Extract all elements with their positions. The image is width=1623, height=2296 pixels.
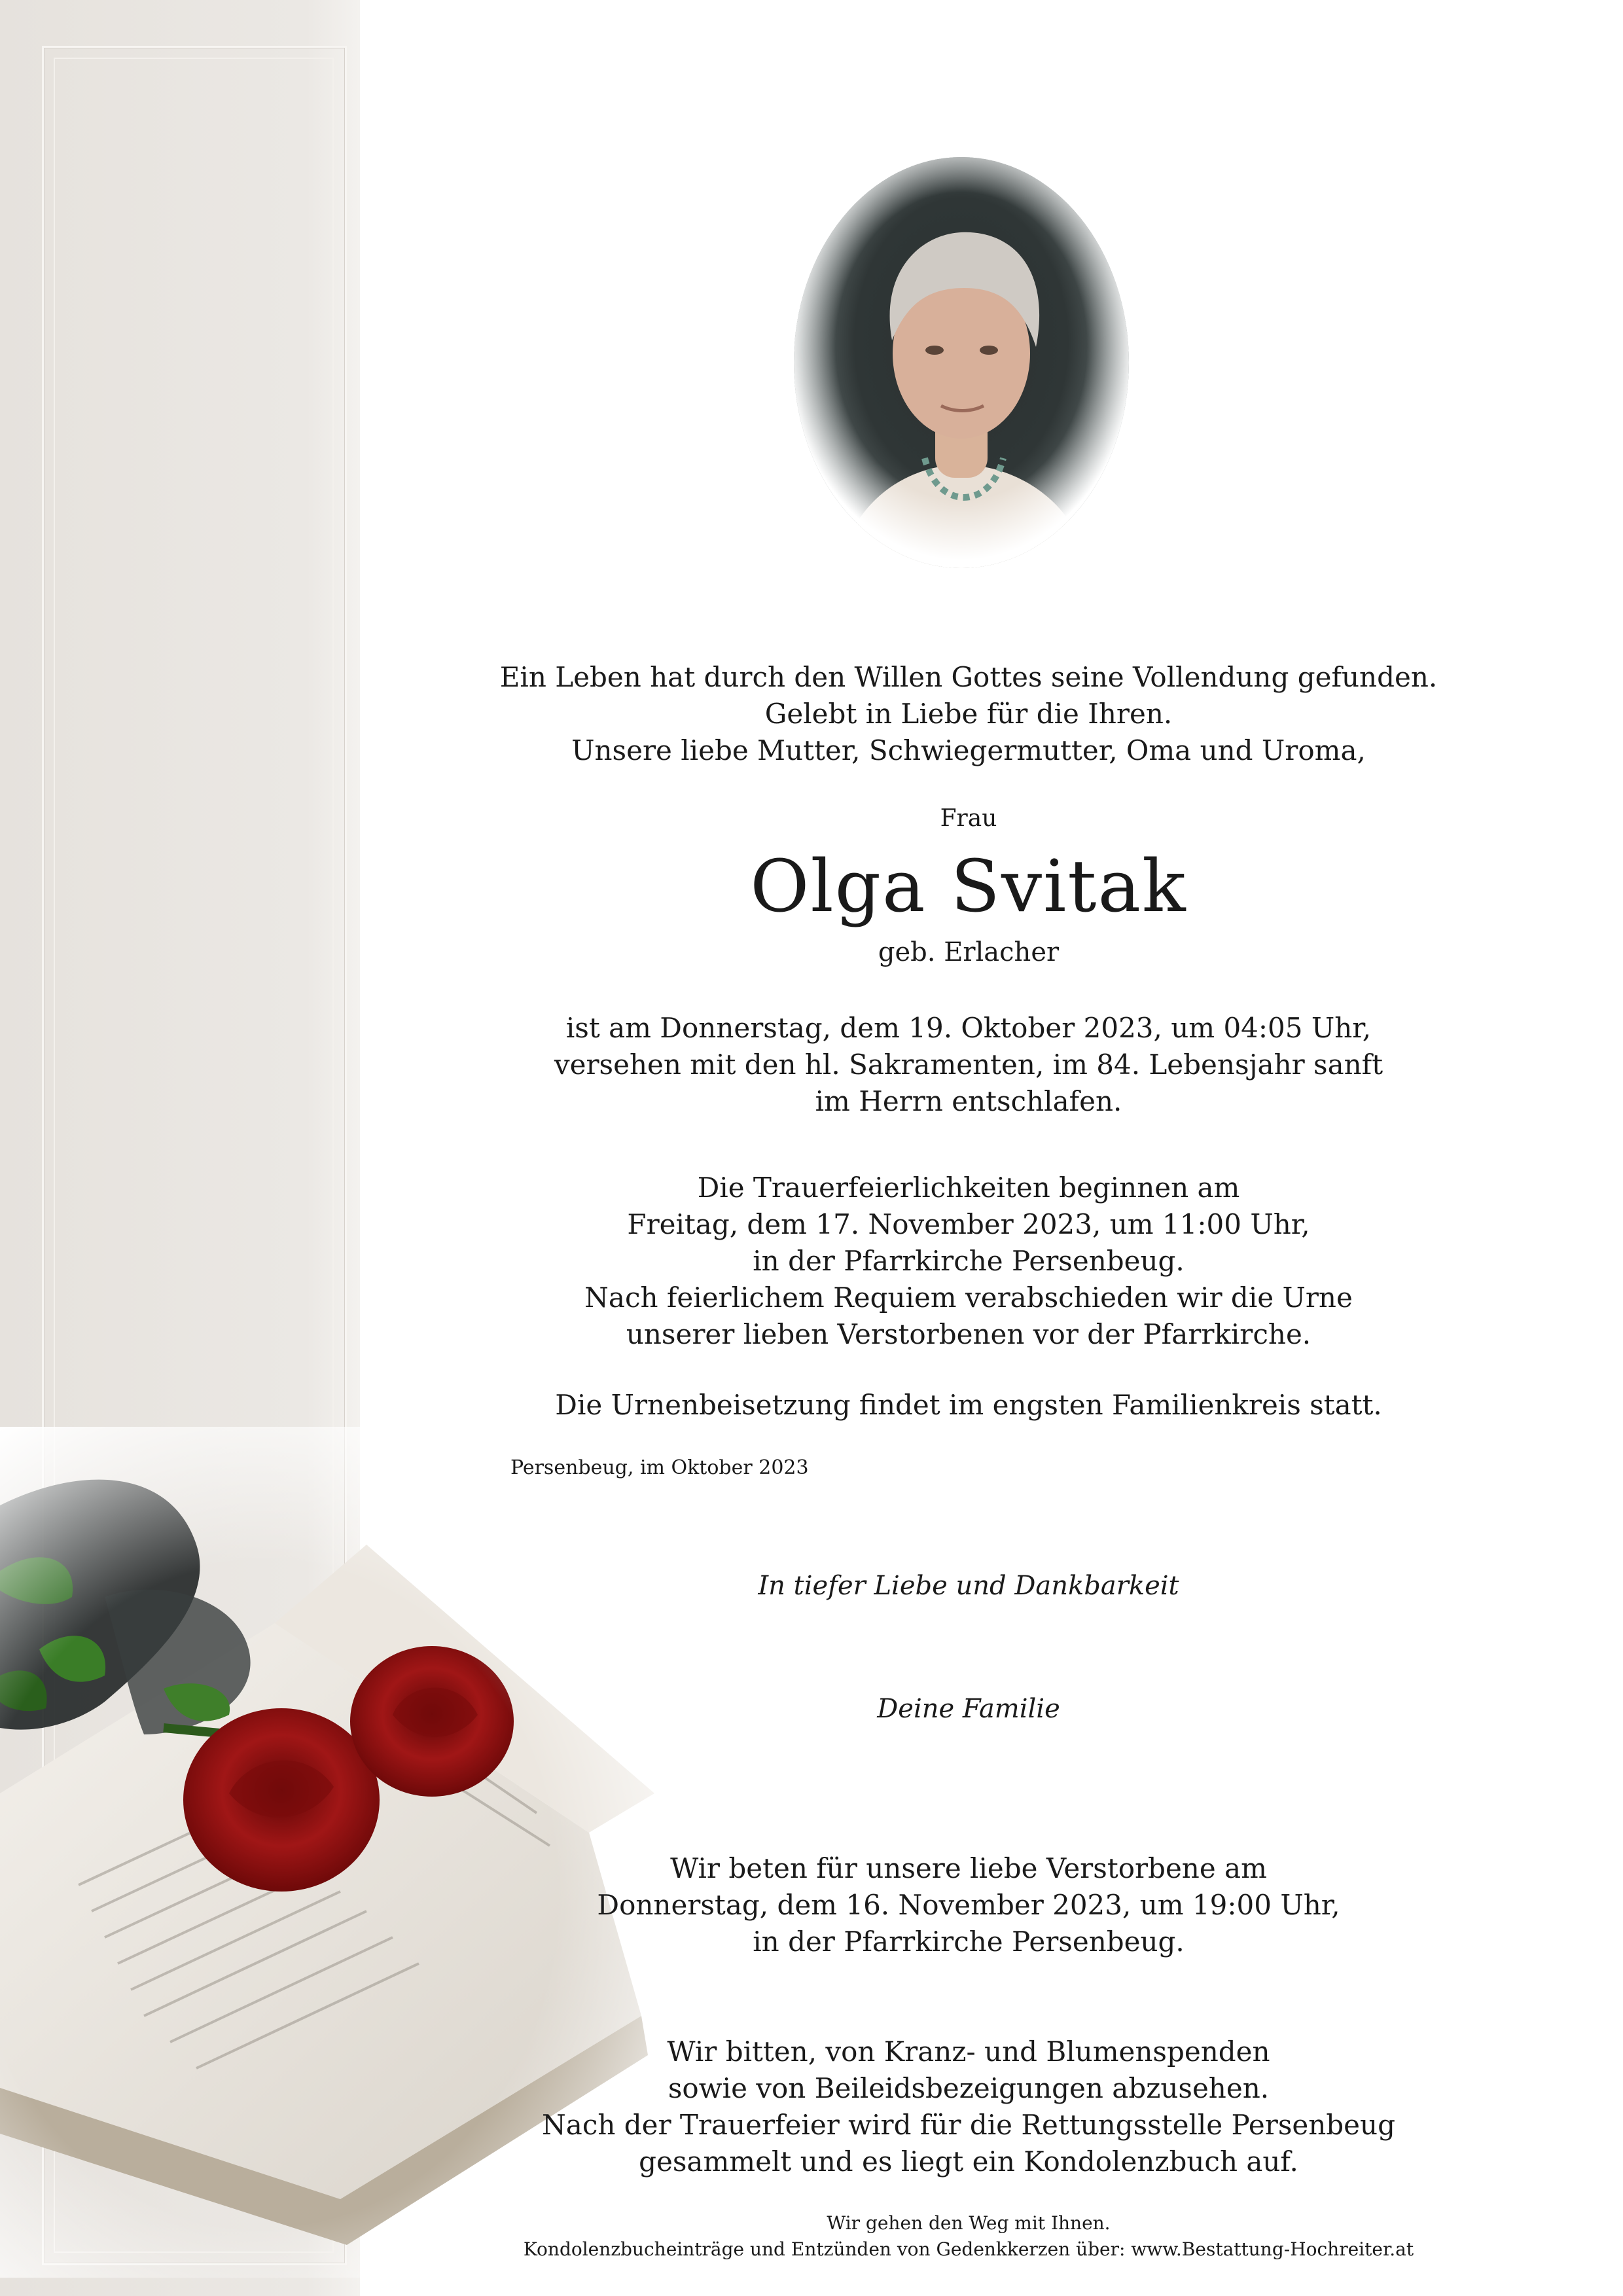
- intro-line-1: Ein Leben hat durch den Willen Gottes seine Vollendung gefunden.: [499, 661, 1438, 693]
- funeral-line-1: Die Trauerfeierlichkeiten beginnen am: [697, 1172, 1240, 1204]
- closing-love: In tiefer Liebe und Dankbarkeit: [758, 1571, 1179, 1601]
- death-line-2: versehen mit den hl. Sakramenten, im 84. Lebensjahr sanft: [554, 1049, 1383, 1081]
- salutation: Frau: [940, 805, 997, 832]
- place-date: Persenbeug, im Oktober 2023: [510, 1456, 809, 1479]
- burial-note: Die Urnenbeisetzung findet im engsten Familienkreis statt.: [555, 1389, 1382, 1421]
- prayer-line-2: Donnerstag, dem 16. November 2023, um 19:00 Uhr,: [597, 1889, 1340, 1921]
- funeral-line-5: unserer lieben Verstorbenen vor der Pfarrkirche.: [626, 1318, 1311, 1350]
- request-line-4: gesammelt und es liegt ein Kondolenzbuch auf.: [639, 2145, 1298, 2178]
- intro-line-3: Unsere liebe Mutter, Schwiegermutter, Oma und Uroma,: [571, 734, 1366, 766]
- funeral-line-3: in der Pfarrkirche Persenbeug.: [753, 1245, 1185, 1277]
- footer-line-1: Wir gehen den Weg mit Ihnen.: [827, 2212, 1111, 2234]
- closing-family: Deine Familie: [877, 1694, 1060, 1724]
- footer-line-2: Kondolenzbucheinträge und Entzünden von Gedenkkerzen über: www.Bestattung-Hochreiter.at: [523, 2238, 1414, 2260]
- death-line-1: ist am Donnerstag, dem 19. Oktober 2023, um 04:05 Uhr,: [565, 1012, 1372, 1044]
- funeral-line-2: Freitag, dem 17. November 2023, um 11:00 Uhr,: [627, 1208, 1310, 1240]
- death-line-3: im Herrn entschlafen.: [815, 1085, 1122, 1117]
- request-line-3: Nach der Trauerfeier wird für die Rettungsstelle Persenbeug: [542, 2109, 1395, 2141]
- portrait-photo: [794, 157, 1129, 568]
- deceased-name: Olga Svitak: [750, 844, 1187, 928]
- prayer-line-1: Wir beten für unsere liebe Verstorbene am: [670, 1852, 1267, 1884]
- birth-name: geb. Erlacher: [878, 937, 1060, 967]
- intro-line-2: Gelebt in Liebe für die Ihren.: [764, 698, 1173, 730]
- request-line-1: Wir bitten, von Kranz- und Blumenspenden: [667, 2036, 1270, 2068]
- request-line-2: sowie von Beileidsbezeigungen abzusehen.: [668, 2072, 1270, 2104]
- prayer-line-3: in der Pfarrkirche Persenbeug.: [753, 1926, 1185, 1958]
- funeral-line-4: Nach feierlichem Requiem verabschieden wir die Urne: [584, 1282, 1353, 1314]
